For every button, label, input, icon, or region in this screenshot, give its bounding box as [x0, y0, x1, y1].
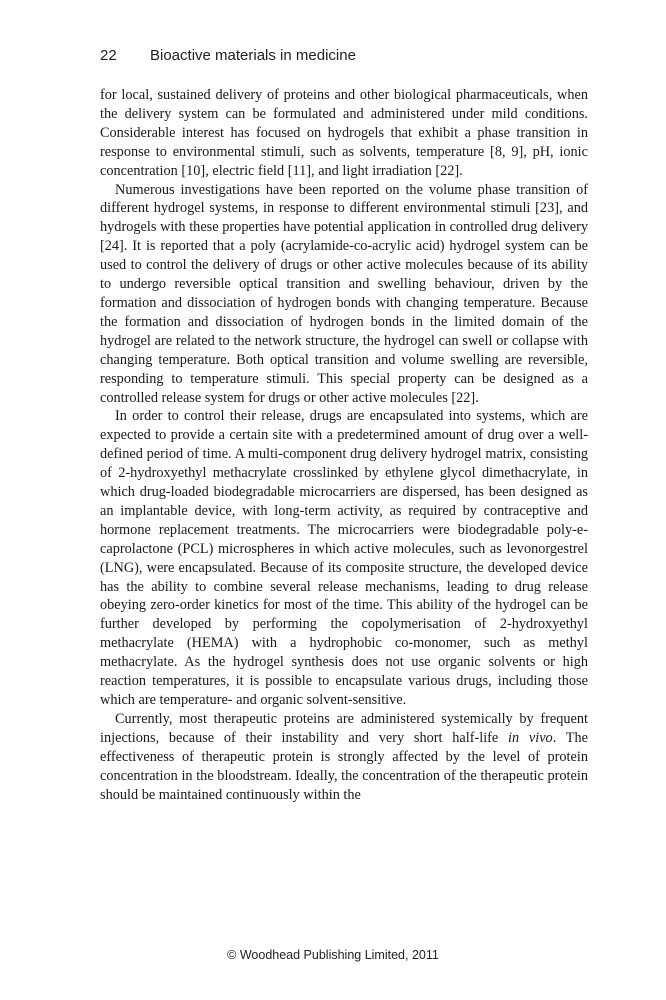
paragraph-1: for local, sustained delivery of proteins and other biological pharmaceuticals, when the delivery system can be formulated and administered under mild conditions. Considerable interest has focused on hydrogels that exhibit a phase transition in response to environmental stimuli, such as solvents, temperature [8, 9], pH, ionic concentration [10], electric field [11], and light irradiation [22]. — [100, 87, 588, 179]
running-head — [100, 47, 356, 64]
copyright-notice: © Woodhead Publishing Limited, 2011 — [227, 948, 439, 962]
paragraph-3: In order to control their release, drugs are encapsulated into systems, which are expected to provide a certain site with a predetermined amount of drug over a well-defined period of time. A multi-component drug delivery hydrogel matrix, consisting of 2-hydroxyethyl methacrylate crosslinked by ethylene glycol dimethacrylate, in which drug-loaded biodegradable microcarriers are dispersed, has been designed as an implantable device, with long-term activity, as required by contraceptive and hormone replacement treatments. The microcarriers were biodegradable poly-e-caprolactone (PCL) microspheres in which active molecules, such as levonorgestrel (LNG), were encapsulated. Because of its composite structure, the developed device has the ability to combine several release mechanisms, leading to drug release obeying zero-order kinetics for most of the time. This ability of the hydrogel can be further developed by performing the copolymerisation of 2-hydroxyethyl methacrylate (HEMA) with a hydrophobic co-monomer, such as methyl methacrylate. As the hydrogel synthesis does not use organic solvents or high reaction temperatures, it is possible to encapsulate various drugs, including those which are temperature- and organic solvent-sensitive. — [100, 408, 588, 708]
italic-term: in vivo — [508, 729, 553, 746]
paragraph-4-part-1: Currently, most therapeutic proteins are administered systemically by frequent injections, because of their instability and very short half-life — [100, 710, 588, 746]
paragraph-4-part-2: . The effectiveness of therapeutic protein is strongly affected by the level of protein concentration in the bloodstream. Ideally, the concentration of the therapeutic protein should be maintained continuously within the — [100, 729, 588, 803]
page-number: 22 — [100, 47, 117, 64]
running-title: Bioactive materials in medicine — [150, 47, 356, 64]
body-text — [100, 86, 588, 804]
paragraph-4 — [100, 710, 588, 805]
paragraph-2: Numerous investigations have been reported on the volume phase transition of different hydrogel systems, in response to different environmental stimuli [23], and hydrogels with these properties have potential application in controlled drug delivery [24]. It is reported that a poly (acrylamide-co-acrylic acid) hydrogel system can be used to control the delivery of drugs or other active molecules because of its ability to undergo reversible optical transition and swelling behaviour, driven by the formation and dissociation of hydrogen bonds with changing temperature. Because the formation and dissociation of hydrogen bonds in the limited domain of the hydrogel are related to the network structure, the hydrogel can swell or collapse with changing temperature. Both optical transition and volume swelling are reversible, responding to temperature stimuli. This special property can be designed as a controlled release system for drugs or other active molecules [22]. — [100, 181, 588, 406]
